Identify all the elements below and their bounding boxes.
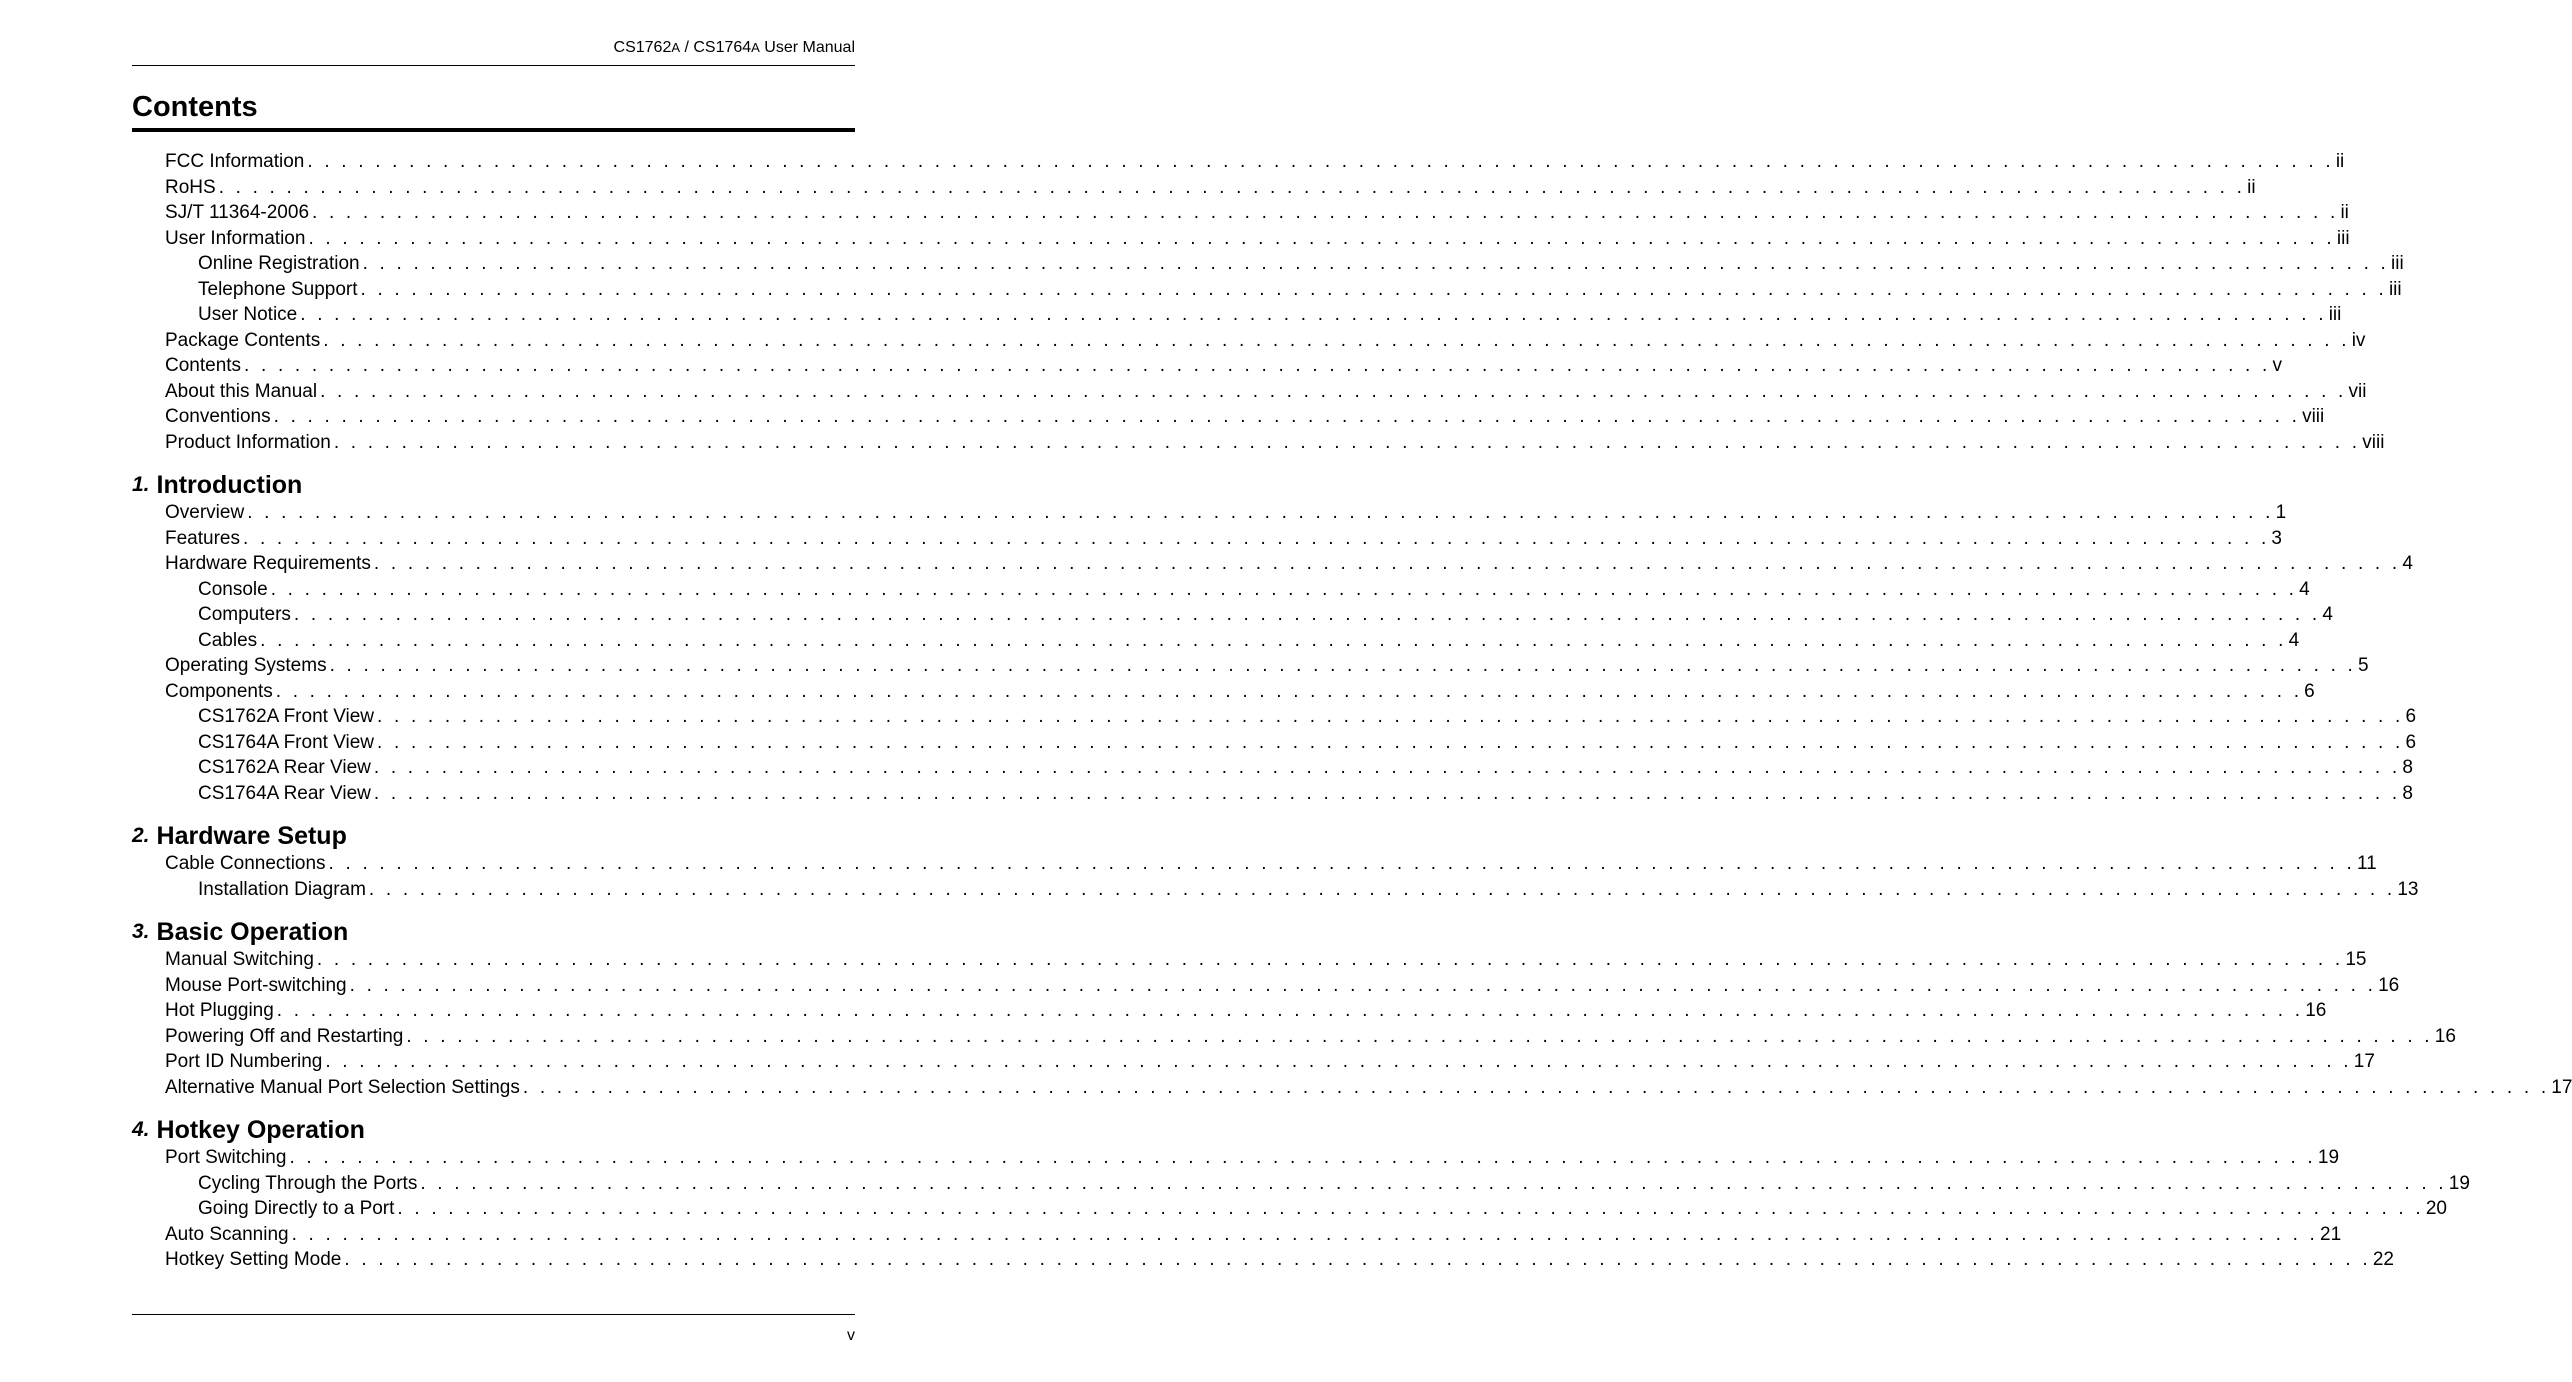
toc-entry[interactable]: [132, 431, 2385, 455]
dot-leader: . . . . . . . . . . . . . . . . . . . . . . . . . . . . . . . . . . . . . . . . . . . . . . . . . . . . . . . . . . . . . . . . . . . . . . . . . . . . . . . . . . . . . . . . . . . . . . . . . . . . . . . . . . . . . . . . . . . . . . . .: [377, 731, 2404, 753]
toc-entry-page: ii: [2340, 202, 2349, 223]
toc-entry[interactable]: [132, 329, 2366, 353]
toc-entry-label: Powering Off and Restarting: [165, 1025, 404, 1047]
toc-entry-page: iii: [2336, 227, 2350, 249]
chapter-number: 4.: [132, 1118, 150, 1141]
toc-entry-page: 4: [2288, 629, 2300, 651]
toc-entry-page: 21: [2320, 1223, 2342, 1245]
toc-entry[interactable]: [132, 201, 2349, 225]
page-title: Contents: [132, 91, 258, 123]
toc-entry-label: Cycling Through the Ports: [198, 1172, 418, 1194]
header-model-2-suffix: A: [751, 40, 760, 55]
toc-entry[interactable]: [132, 552, 2413, 576]
toc-entry[interactable]: [132, 278, 2402, 302]
toc-entry-label: Computers: [198, 604, 291, 625]
toc-entry-label: Manual Switching: [165, 949, 314, 970]
toc-entry-label: CS1764A Front View: [198, 731, 375, 753]
toc-entry-label: RoHS: [165, 176, 216, 198]
dot-leader: . . . . . . . . . . . . . . . . . . . . . . . . . . . . . . . . . . . . . . . . . . . . . . . . . . . . . . . . . . . . . . . . . . . . . . . . . . . . . . . . . . . . . . . . . . . . . . . . . . . . . . . . . . . . . . . . . . . . . . . .: [325, 1051, 2352, 1072]
toc-entry-label: Conventions: [165, 406, 271, 427]
toc-entry-page: 3: [2271, 527, 2282, 549]
toc-entry[interactable]: [132, 948, 2367, 972]
toc-entry-page: 4: [2402, 553, 2413, 574]
dot-leader: . . . . . . . . . . . . . . . . . . . . . . . . . . . . . . . . . . . . . . . . . . . . . . . . . . . . . . . . . . . . . . . . . . . . . . . . . . . . . . . . . . . . . . . . . . . . . . . . . . . . . . . . . . . . . . . . . . . . . . . .: [373, 553, 2401, 574]
dot-leader: . . . . . . . . . . . . . . . . . . . . . . . . . . . . . . . . . . . . . . . . . . . . . . . . . . . . . . . . . . . . . . . . . . . . . . . . . . . . . . . . . . . . . . . . . . . . . . . . . . . . . . . . . . . . . . . . . . . . . . . .: [320, 380, 2347, 402]
dot-leader: . . . . . . . . . . . . . . . . . . . . . . . . . . . . . . . . . . . . . . . . . . . . . . . . . . . . . . . . . . . . . . . . . . . . . . . . . . . . . . . . . . . . . . . . . . . . . . . . . . . . . . . . . . . . . . . . . . . . . . . .: [406, 1025, 2433, 1047]
toc-entry[interactable]: [132, 680, 2315, 704]
title-rule: [132, 128, 855, 132]
dot-leader: . . . . . . . . . . . . . . . . . . . . . . . . . . . . . . . . . . . . . . . . . . . . . . . . . . . . . . . . . . . . . . . . . . . . . . . . . . . . . . . . . . . . . . . . . . . . . . . . . . . . . . . . . . . . . . . . . . . . . . . .: [244, 355, 2271, 376]
dot-leader: . . . . . . . . . . . . . . . . . . . . . . . . . . . . . . . . . . . . . . . . . . . . . . . . . . . . . . . . . . . . . . . . . . . . . . . . . . . . . . . . . . . . . . . . . . . . . . . . . . . . . . . . . . . . . . . . . . . . . . . .: [349, 974, 2377, 996]
toc-entry-label: Hardware Requirements: [165, 553, 371, 574]
toc-entry[interactable]: [132, 227, 2350, 251]
toc-entry[interactable]: [132, 303, 2342, 327]
chapter-number: 1.: [132, 473, 150, 496]
toc-entry-page: 22: [2372, 1249, 2394, 1270]
chapter-title: Basic Operation: [156, 918, 349, 946]
toc-entry[interactable]: [132, 1248, 2394, 1272]
toc-entry-label: Cable Connections: [165, 853, 326, 874]
toc-entry-page: ii: [2335, 151, 2345, 172]
toc-entry[interactable]: [132, 578, 2310, 602]
toc-entry[interactable]: [132, 1223, 2342, 1247]
dot-leader: . . . . . . . . . . . . . . . . . . . . . . . . . . . . . . . . . . . . . . . . . . . . . . . . . . . . . . . . . . . . . . . . . . . . . . . . . . . . . . . . . . . . . . . . . . . . . . . . . . . . . . . . . . . . . . . . . . . . . . . .: [420, 1172, 2447, 1194]
toc-entry-label: Mouse Port-switching: [165, 974, 347, 996]
toc-entry-page: 6: [2405, 706, 2417, 727]
toc-entry-page: 4: [2299, 578, 2310, 600]
toc-entry-label: Hotkey Setting Mode: [165, 1249, 342, 1270]
toc-entry-page: v: [2272, 355, 2282, 376]
toc-entry-label: Product Information: [165, 431, 331, 453]
toc-entry-page: iii: [2328, 304, 2342, 325]
dot-leader: . . . . . . . . . . . . . . . . . . . . . . . . . . . . . . . . . . . . . . . . . . . . . . . . . . . . . . . . . . . . . . . . . . . . . . . . . . . . . . . . . . . . . . . . . . . . . . . . . . . . . . . . . . . . . . . . . . . . . . . .: [329, 655, 2357, 676]
dot-leader: . . . . . . . . . . . . . . . . . . . . . . . . . . . . . . . . . . . . . . . . . . . . . . . . . . . . . . . . . . . . . . . . . . . . . . . . . . . . . . . . . . . . . . . . . . . . . . . . . . . . . . . . . . . . . . . . . . . . . . . .: [328, 853, 2355, 874]
toc-entry-label: Contents: [165, 355, 242, 376]
chapter-title: Hotkey Operation: [156, 1116, 365, 1144]
dot-leader: . . . . . . . . . . . . . . . . . . . . . . . . . . . . . . . . . . . . . . . . . . . . . . . . . . . . . . . . . . . . . . . . . . . . . . . . . . . . . . . . . . . . . . . . . . . . . . . . . . . . . . . . . . . . . . . . . . . . . . . .: [344, 1249, 2371, 1270]
chapter-number: 3.: [132, 920, 150, 943]
toc-entry[interactable]: [132, 705, 2417, 729]
toc-entry-page: vii: [2348, 380, 2367, 402]
toc-entry-label: FCC Information: [165, 151, 305, 172]
dot-leader: . . . . . . . . . . . . . . . . . . . . . . . . . . . . . . . . . . . . . . . . . . . . . . . . . . . . . . . . . . . . . . . . . . . . . . . . . . . . . . . . . . . . . . . . . . . . . . . . . . . . . . . . . . . . . . . . . . . . . . . .: [270, 578, 2298, 600]
dot-leader: . . . . . . . . . . . . . . . . . . . . . . . . . . . . . . . . . . . . . . . . . . . . . . . . . . . . . . . . . . . . . . . . . . . . . . . . . . . . . . . . . . . . . . . . . . . . . . . . . . . . . . . . . . . . . . . . . . . . . . . .: [289, 1147, 2316, 1168]
toc-entry-page: 19: [2448, 1172, 2470, 1194]
toc-entry-label: CS1762A Front View: [198, 706, 375, 727]
toc-entry[interactable]: [132, 252, 2404, 276]
toc-entry[interactable]: [132, 654, 2369, 678]
dot-leader: . . . . . . . . . . . . . . . . . . . . . . . . . . . . . . . . . . . . . . . . . . . . . . . . . . . . . . . . . . . . . . . . . . . . . . . . . . . . . . . . . . . . . . . . . . . . . . . . . . . . . . . . . . . . . . . . . . . . . . . .: [260, 629, 2287, 651]
chapter-heading[interactable]: [132, 1115, 365, 1145]
dot-leader: . . . . . . . . . . . . . . . . . . . . . . . . . . . . . . . . . . . . . . . . . . . . . . . . . . . . . . . . . . . . . . . . . . . . . . . . . . . . . . . . . . . . . . . . . . . . . . . . . . . . . . . . . . . . . . . . . . . . . . . .: [218, 176, 2246, 198]
chapter-heading[interactable]: [132, 917, 348, 947]
toc-entry[interactable]: [132, 1172, 2470, 1196]
dot-leader: . . . . . . . . . . . . . . . . . . . . . . . . . . . . . . . . . . . . . . . . . . . . . . . . . . . . . . . . . . . . . . . . . . . . . . . . . . . . . . . . . . . . . . . . . . . . . . . . . . . . . . . . . . . . . . . . . . . . . . . .: [360, 278, 2387, 300]
toc-entry[interactable]: [132, 1050, 2375, 1074]
footer-rule: [132, 1314, 855, 1315]
toc-entry-page: 17: [2353, 1051, 2375, 1072]
dot-leader: . . . . . . . . . . . . . . . . . . . . . . . . . . . . . . . . . . . . . . . . . . . . . . . . . . . . . . . . . . . . . . . . . . . . . . . . . . . . . . . . . . . . . . . . . . . . . . . . . . . . . . . . . . . . . . . . . . . . . . . .: [397, 1198, 2424, 1219]
dot-leader: . . . . . . . . . . . . . . . . . . . . . . . . . . . . . . . . . . . . . . . . . . . . . . . . . . . . . . . . . . . . . . . . . . . . . . . . . . . . . . . . . . . . . . . . . . . . . . . . . . . . . . . . . . . . . . . . . . . . . . . .: [316, 949, 2344, 970]
toc-entry-page: 4: [2322, 604, 2333, 625]
toc-entry-page: 1: [2275, 502, 2287, 523]
toc-entry-label: CS1762A Rear View: [198, 757, 371, 778]
toc-entry[interactable]: [132, 756, 2413, 780]
dot-leader: . . . . . . . . . . . . . . . . . . . . . . . . . . . . . . . . . . . . . . . . . . . . . . . . . . . . . . . . . . . . . . . . . . . . . . . . . . . . . . . . . . . . . . . . . . . . . . . . . . . . . . . . . . . . . . . . . . . . . . . .: [275, 680, 2303, 702]
toc-entry-page: 15: [2345, 949, 2367, 970]
toc-entry-label: Going Directly to a Port: [198, 1198, 395, 1219]
dot-leader: . . . . . . . . . . . . . . . . . . . . . . . . . . . . . . . . . . . . . . . . . . . . . . . . . . . . . . . . . . . . . . . . . . . . . . . . . . . . . . . . . . . . . . . . . . . . . . . . . . . . . . . . . . . . . . . . . . . . . . . .: [312, 202, 2339, 223]
toc-entry-page: iv: [2351, 329, 2366, 351]
toc-entry-page: viii: [2362, 431, 2385, 453]
toc-entry-page: 8: [2402, 757, 2413, 778]
toc-entry[interactable]: [132, 1197, 2447, 1221]
toc-entry-page: iii: [2388, 278, 2402, 300]
dot-leader: . . . . . . . . . . . . . . . . . . . . . . . . . . . . . . . . . . . . . . . . . . . . . . . . . . . . . . . . . . . . . . . . . . . . . . . . . . . . . . . . . . . . . . . . . . . . . . . . . . . . . . . . . . . . . . . . . . . . . . . .: [362, 253, 2390, 274]
dot-leader: . . . . . . . . . . . . . . . . . . . . . . . . . . . . . . . . . . . . . . . . . . . . . . . . . . . . . . . . . . . . . . . . . . . . . . . . . . . . . . . . . . . . . . . . . . . . . . . . . . . . . . . . . . . . . . . . . . . . . . . .: [373, 782, 2401, 804]
toc-entry-label: Hot Plugging: [165, 1000, 274, 1021]
toc-entry[interactable]: [132, 150, 2345, 174]
page-number: v: [847, 1327, 855, 1344]
header-model-2: / CS1764: [680, 39, 752, 56]
toc-entry-page: 13: [2397, 878, 2419, 900]
toc-entry-label: Package Contents: [165, 329, 321, 351]
running-header: [132, 38, 855, 58]
dot-leader: . . . . . . . . . . . . . . . . . . . . . . . . . . . . . . . . . . . . . . . . . . . . . . . . . . . . . . . . . . . . . . . . . . . . . . . . . . . . . . . . . . . . . . . . . . . . . . . . . . . . . . . . . . . . . . . . . . . . . . . .: [373, 757, 2401, 778]
toc-entry[interactable]: [132, 878, 2419, 902]
dot-leader: . . . . . . . . . . . . . . . . . . . . . . . . . . . . . . . . . . . . . . . . . . . . . . . . . . . . . . . . . . . . . . . . . . . . . . . . . . . . . . . . . . . . . . . . . . . . . . . . . . . . . . . . . . . . . . . . . . . . . . . .: [308, 227, 2335, 249]
dot-leader: . . . . . . . . . . . . . . . . . . . . . . . . . . . . . . . . . . . . . . . . . . . . . . . . . . . . . . . . . . . . . . . . . . . . . . . . . . . . . . . . . . . . . . . . . . . . . . . . . . . . . . . . . . . . . . . . . . . . . . . .: [273, 406, 2301, 427]
toc-entry-label: Alternative Manual Port Selection Settings: [165, 1076, 520, 1098]
dot-leader: . . . . . . . . . . . . . . . . . . . . . . . . . . . . . . . . . . . . . . . . . . . . . . . . . . . . . . . . . . . . . . . . . . . . . . . . . . . . . . . . . . . . . . . . . . . . . . . . . . . . . . . . . . . . . . . . . . . . . . . .: [522, 1076, 2550, 1098]
toc-entry-page: 5: [2358, 655, 2369, 676]
toc-entry-page: 6: [2405, 731, 2417, 753]
toc-entry-label: Auto Scanning: [165, 1223, 289, 1245]
dot-leader: . . . . . . . . . . . . . . . . . . . . . . . . . . . . . . . . . . . . . . . . . . . . . . . . . . . . . . . . . . . . . . . . . . . . . . . . . . . . . . . . . . . . . . . . . . . . . . . . . . . . . . . . . . . . . . . . . . . . . . . .: [377, 706, 2404, 727]
toc-entry-label: Port Switching: [165, 1147, 287, 1168]
toc-entry-page: 6: [2304, 680, 2315, 702]
toc-entry[interactable]: [132, 354, 2282, 378]
toc-entry-page: iii: [2391, 253, 2404, 274]
dot-leader: . . . . . . . . . . . . . . . . . . . . . . . . . . . . . . . . . . . . . . . . . . . . . . . . . . . . . . . . . . . . . . . . . . . . . . . . . . . . . . . . . . . . . . . . . . . . . . . . . . . . . . . . . . . . . . . . . . . . . . . .: [293, 604, 2321, 625]
toc-entry[interactable]: [132, 380, 2367, 404]
chapter-number: 2.: [132, 824, 150, 847]
toc-entry[interactable]: [132, 527, 2282, 551]
header-model-1: CS1762: [613, 39, 672, 56]
dot-leader: . . . . . . . . . . . . . . . . . . . . . . . . . . . . . . . . . . . . . . . . . . . . . . . . . . . . . . . . . . . . . . . . . . . . . . . . . . . . . . . . . . . . . . . . . . . . . . . . . . . . . . . . . . . . . . . . . . . . . . . .: [323, 329, 2350, 351]
toc-entry-label: Telephone Support: [198, 278, 358, 300]
toc-entry-page: 16: [2434, 1025, 2456, 1047]
toc-entry-label: Overview: [165, 502, 245, 523]
chapter-title: Hardware Setup: [156, 822, 347, 850]
toc-entry-label: About this Manual: [165, 380, 318, 402]
toc-entry[interactable]: [132, 405, 2325, 429]
toc-entry-page: 20: [2425, 1198, 2447, 1219]
dot-leader: . . . . . . . . . . . . . . . . . . . . . . . . . . . . . . . . . . . . . . . . . . . . . . . . . . . . . . . . . . . . . . . . . . . . . . . . . . . . . . . . . . . . . . . . . . . . . . . . . . . . . . . . . . . . . . . . . . . . . . . .: [307, 151, 2334, 172]
toc-entry-page: viii: [2302, 406, 2325, 427]
toc-entry-page: 8: [2402, 782, 2413, 804]
toc-entry-label: User Notice: [198, 304, 298, 325]
chapter-title: Introduction: [156, 471, 303, 499]
toc-entry[interactable]: [132, 176, 2256, 200]
toc-entry-page: 17: [2551, 1076, 2572, 1098]
toc-entry[interactable]: [132, 999, 2327, 1023]
toc-entry[interactable]: [132, 974, 2400, 998]
toc-entry-page: 11: [2356, 853, 2377, 874]
toc-entry-page: 19: [2317, 1147, 2340, 1168]
toc-entry-label: Online Registration: [198, 253, 360, 274]
dot-leader: . . . . . . . . . . . . . . . . . . . . . . . . . . . . . . . . . . . . . . . . . . . . . . . . . . . . . . . . . . . . . . . . . . . . . . . . . . . . . . . . . . . . . . . . . . . . . . . . . . . . . . . . . . . . . . . . . . . . . . . .: [333, 431, 2361, 453]
header-rule: [132, 65, 855, 66]
toc-entry[interactable]: [132, 1025, 2456, 1049]
toc-entry-label: Operating Systems: [165, 655, 327, 676]
toc-entry[interactable]: [132, 603, 2333, 627]
toc-entry[interactable]: [132, 731, 2417, 755]
toc-entry-label: Port ID Numbering: [165, 1051, 323, 1072]
toc-entry-label: Installation Diagram: [198, 878, 366, 900]
header-manual-label: User Manual: [759, 39, 855, 56]
toc-entry[interactable]: [132, 852, 2377, 876]
toc-entry-label: Console: [198, 578, 268, 600]
toc-entry-label: Components: [165, 680, 273, 702]
dot-leader: . . . . . . . . . . . . . . . . . . . . . . . . . . . . . . . . . . . . . . . . . . . . . . . . . . . . . . . . . . . . . . . . . . . . . . . . . . . . . . . . . . . . . . . . . . . . . . . . . . . . . . . . . . . . . . . . . . . . . . . .: [300, 304, 2327, 325]
dot-leader: . . . . . . . . . . . . . . . . . . . . . . . . . . . . . . . . . . . . . . . . . . . . . . . . . . . . . . . . . . . . . . . . . . . . . . . . . . . . . . . . . . . . . . . . . . . . . . . . . . . . . . . . . . . . . . . . . . . . . . . .: [291, 1223, 2319, 1245]
toc-entry[interactable]: [132, 501, 2287, 525]
toc-entry[interactable]: [132, 629, 2300, 653]
toc-entry-page: ii: [2247, 176, 2256, 198]
toc-entry-label: SJ/T 11364-2006: [165, 202, 310, 223]
toc-entry-page: 16: [2378, 974, 2400, 996]
toc-entry-label: CS1764A Rear View: [198, 782, 371, 804]
toc-entry-label: User Information: [165, 227, 306, 249]
toc-entry[interactable]: [132, 782, 2413, 806]
dot-leader: . . . . . . . . . . . . . . . . . . . . . . . . . . . . . . . . . . . . . . . . . . . . . . . . . . . . . . . . . . . . . . . . . . . . . . . . . . . . . . . . . . . . . . . . . . . . . . . . . . . . . . . . . . . . . . . . . . . . . . . .: [247, 502, 2274, 523]
dot-leader: . . . . . . . . . . . . . . . . . . . . . . . . . . . . . . . . . . . . . . . . . . . . . . . . . . . . . . . . . . . . . . . . . . . . . . . . . . . . . . . . . . . . . . . . . . . . . . . . . . . . . . . . . . . . . . . . . . . . . . . .: [276, 1000, 2304, 1021]
chapter-heading[interactable]: [132, 821, 347, 851]
chapter-heading[interactable]: [132, 470, 302, 500]
dot-leader: . . . . . . . . . . . . . . . . . . . . . . . . . . . . . . . . . . . . . . . . . . . . . . . . . . . . . . . . . . . . . . . . . . . . . . . . . . . . . . . . . . . . . . . . . . . . . . . . . . . . . . . . . . . . . . . . . . . . . . . .: [368, 878, 2396, 900]
toc-entry[interactable]: [132, 1076, 2572, 1100]
header-model-1-suffix: A: [671, 40, 681, 55]
dot-leader: . . . . . . . . . . . . . . . . . . . . . . . . . . . . . . . . . . . . . . . . . . . . . . . . . . . . . . . . . . . . . . . . . . . . . . . . . . . . . . . . . . . . . . . . . . . . . . . . . . . . . . . . . . . . . . . . . . . . . . . .: [242, 527, 2270, 549]
toc-entry-label: Features: [165, 527, 240, 549]
toc-entry-label: Cables: [198, 629, 258, 651]
toc-entry[interactable]: [132, 1146, 2340, 1170]
toc-entry-page: 16: [2305, 1000, 2327, 1021]
